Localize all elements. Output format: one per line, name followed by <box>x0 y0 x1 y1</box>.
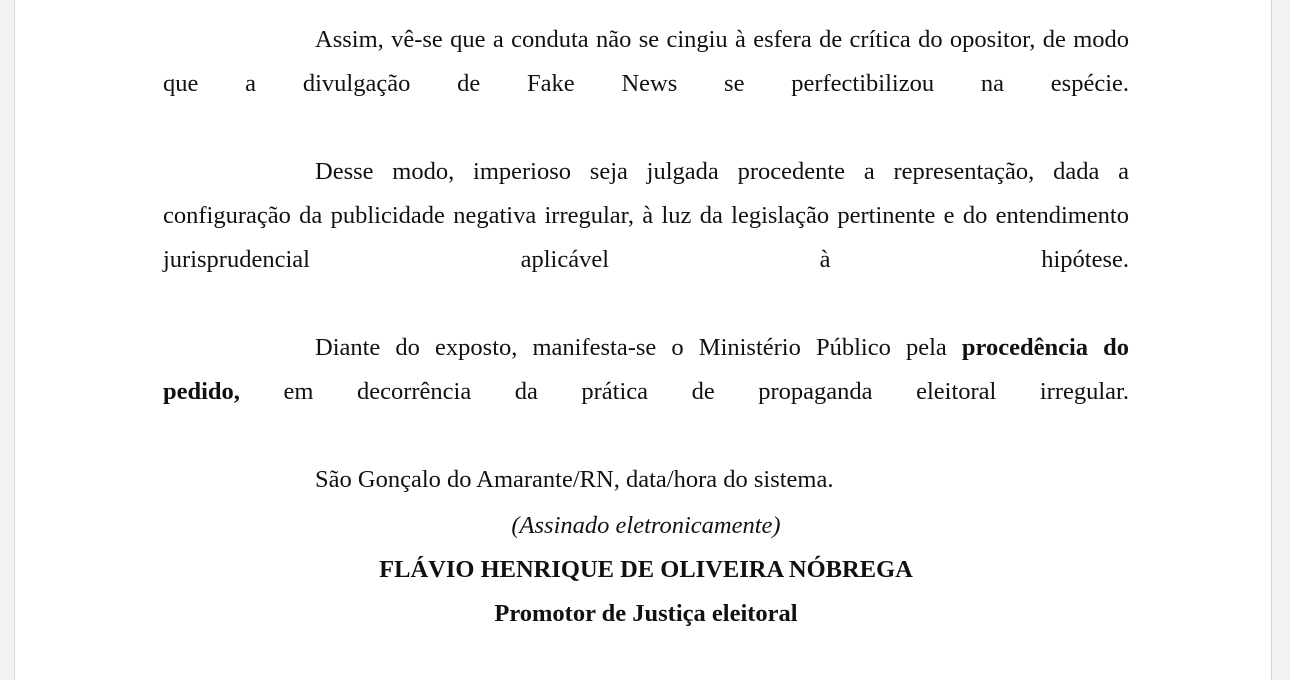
page-left-margin-area <box>0 0 14 680</box>
signature-name: FLÁVIO HENRIQUE DE OLIVEIRA NÓBREGA <box>379 556 913 583</box>
paragraph-text: Assim, vê-se que a conduta não se cingiu à esfera de crítica do opositor, de modo que a divulgação de Fake News se perfectibilizou na espécie. <box>163 26 1129 97</box>
paragraph-diante-do-exposto <box>163 326 1129 458</box>
paragraph-desse-modo <box>163 150 1129 326</box>
signature-title: Promotor de Justiça eleitoral <box>494 600 798 627</box>
paragraph-text-emphasis: procedência do pedido, <box>163 334 1129 405</box>
paragraph-text-lead: Diante do exposto, manifesta-se o Ministério Público pela <box>315 334 962 361</box>
paragraph-place-and-date <box>163 458 1129 502</box>
paragraph-text-tail: em decorrência da prática de propaganda eleitoral irregular. <box>239 378 1129 405</box>
paragraph-assim <box>163 18 1129 150</box>
paragraph-text: São Gonçalo do Amarante/RN, data/hora do sistema. <box>315 466 834 493</box>
paragraph-text: Desse modo, imperioso seja julgada procedente a representação, dada a configuração da publicidade negativa irregular, à luz da legislação pertinente e do entendimento jurisprudencial aplicável à hipótese. <box>163 158 1129 273</box>
signature-electronic-note: (Assinado eletronicamente) <box>511 512 781 539</box>
page-right-margin-area <box>1272 0 1290 680</box>
document-page <box>14 0 1272 680</box>
document-body <box>163 0 1129 636</box>
clipped-previous-line <box>163 0 1129 18</box>
